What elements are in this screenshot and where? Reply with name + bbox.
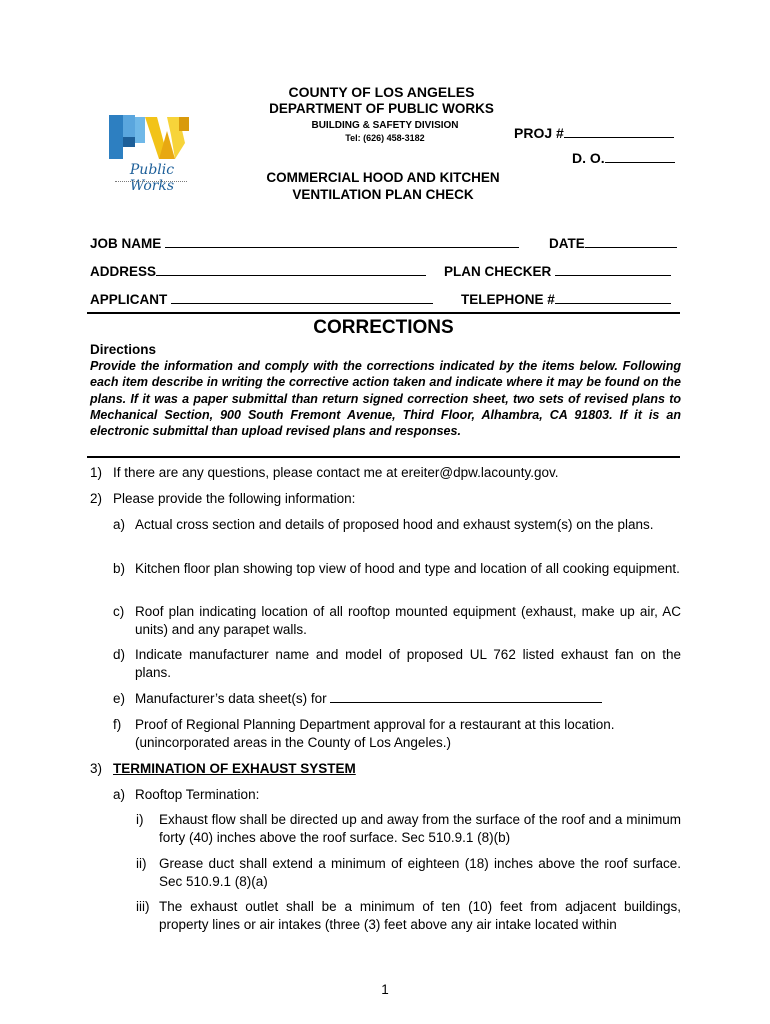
item-3a-ii-text: Grease duct shall extend a minimum of eighteen (18) inches above the roof surface. Sec 510.9.1 (8)(a) [159, 856, 681, 889]
applicant-field[interactable] [90, 290, 433, 307]
plan-checker-field[interactable] [444, 262, 671, 279]
item-2e-number: e) [113, 691, 126, 706]
item-1-number: 1) [90, 465, 103, 480]
logo-divider [115, 181, 187, 182]
item-2d-number: d) [113, 647, 126, 662]
telephone-info: Tel: (626) 458-3182 [345, 133, 425, 143]
item-2-number: 2) [90, 491, 103, 506]
date-label: DATE [549, 236, 585, 251]
item-1-text: If there are any questions, please contact me at ereiter@dpw.lacounty.gov. [113, 465, 559, 480]
item-3-number: 3) [90, 761, 103, 776]
item-2a-text: Actual cross section and details of proposed hood and exhaust system(s) on the plans. [135, 517, 654, 532]
form-title-line2: VENTILATION PLAN CHECK [292, 187, 474, 202]
item-3a-number: a) [113, 787, 126, 802]
form-title-line1: COMMERCIAL HOOD AND KITCHEN [266, 170, 500, 185]
corrections-title: CORRECTIONS [313, 317, 454, 338]
proj-number-field[interactable] [514, 123, 674, 141]
county-title: COUNTY OF LOS ANGELES [288, 84, 475, 100]
telephone-field[interactable] [461, 290, 671, 307]
logo-text: Public Works [129, 162, 175, 194]
directions-heading: Directions [90, 342, 157, 357]
top-divider [87, 312, 680, 314]
item-3a-ii-number: ii) [136, 856, 147, 871]
address-field[interactable] [90, 262, 426, 279]
item-2c-text: Roof plan indicating location of all rooftop mounted equipment (exhaust, make up air, AC units) and any parapet walls. [135, 604, 681, 637]
item-3a-i-text: Exhaust flow shall be directed up and away from the surface of the roof and a minimum forty (40) inches above the roof surface. Sec 510.9.1 (8)(b) [159, 812, 681, 845]
item-3-heading: TERMINATION OF EXHAUST SYSTEM [113, 761, 356, 776]
item-2f-text: Proof of Regional Planning Department approval for a restaurant at this location. (unincorporated areas in the County of Los Angeles.) [135, 717, 615, 750]
item-2b-number: b) [113, 561, 126, 576]
do-field[interactable] [572, 148, 675, 166]
do-label: D. O. [572, 150, 605, 166]
department-title: DEPARTMENT OF PUBLIC WORKS [269, 101, 494, 116]
item-2e-text: Manufacturer’s data sheet(s) for [135, 691, 327, 706]
page-number: 1 [381, 982, 389, 997]
item-2c-number: c) [113, 604, 125, 619]
item-2b-text: Kitchen floor plan showing top view of hood and type and location of all cooking equipment. [135, 561, 680, 576]
item-2f-number: f) [113, 717, 122, 732]
item-2-text: Please provide the following information: [113, 491, 356, 506]
item-3a-i-number: i) [136, 812, 144, 827]
item-3a-iii-text: The exhaust outlet shall be a minimum of ten (10) feet from adjacent buildings, property lines or air intakes (three (3) feet above any air intake located within [159, 899, 681, 932]
item-2e-field[interactable] [135, 690, 602, 708]
telephone-label: TELEPHONE # [461, 292, 555, 307]
item-3a-iii-number: iii) [136, 899, 150, 914]
directions-body: Provide the information and comply with the corrections indicated by the items below. Following each item describe in writing the corrective action taken and indicate where it may be found on the plans. If it was a paper submittal than return signed correction sheet, two sets of revised plans to Mechanical Section, 900 South Fremont Avenue, Third Floor, Alhambra, CA 91803. If it is an electronic submittal than upload revised plans and responses. [90, 359, 681, 439]
job-name-label: JOB NAME [90, 236, 162, 251]
plan-checker-label: PLAN CHECKER [444, 264, 552, 279]
item-3a-text: Rooftop Termination: [135, 787, 260, 802]
item-2d-text: Indicate manufacturer name and model of proposed UL 762 listed exhaust fan on the plans. [135, 647, 681, 680]
public-works-logo [105, 113, 197, 194]
job-name-field[interactable] [90, 234, 519, 251]
division-title: BUILDING & SAFETY DIVISION [311, 120, 459, 131]
proj-label: PROJ # [514, 125, 564, 141]
item-2a-number: a) [113, 517, 126, 532]
address-label: ADDRESS [90, 264, 157, 279]
applicant-label: APPLICANT [90, 292, 168, 307]
date-field[interactable] [549, 234, 677, 251]
directions-divider [87, 456, 680, 458]
